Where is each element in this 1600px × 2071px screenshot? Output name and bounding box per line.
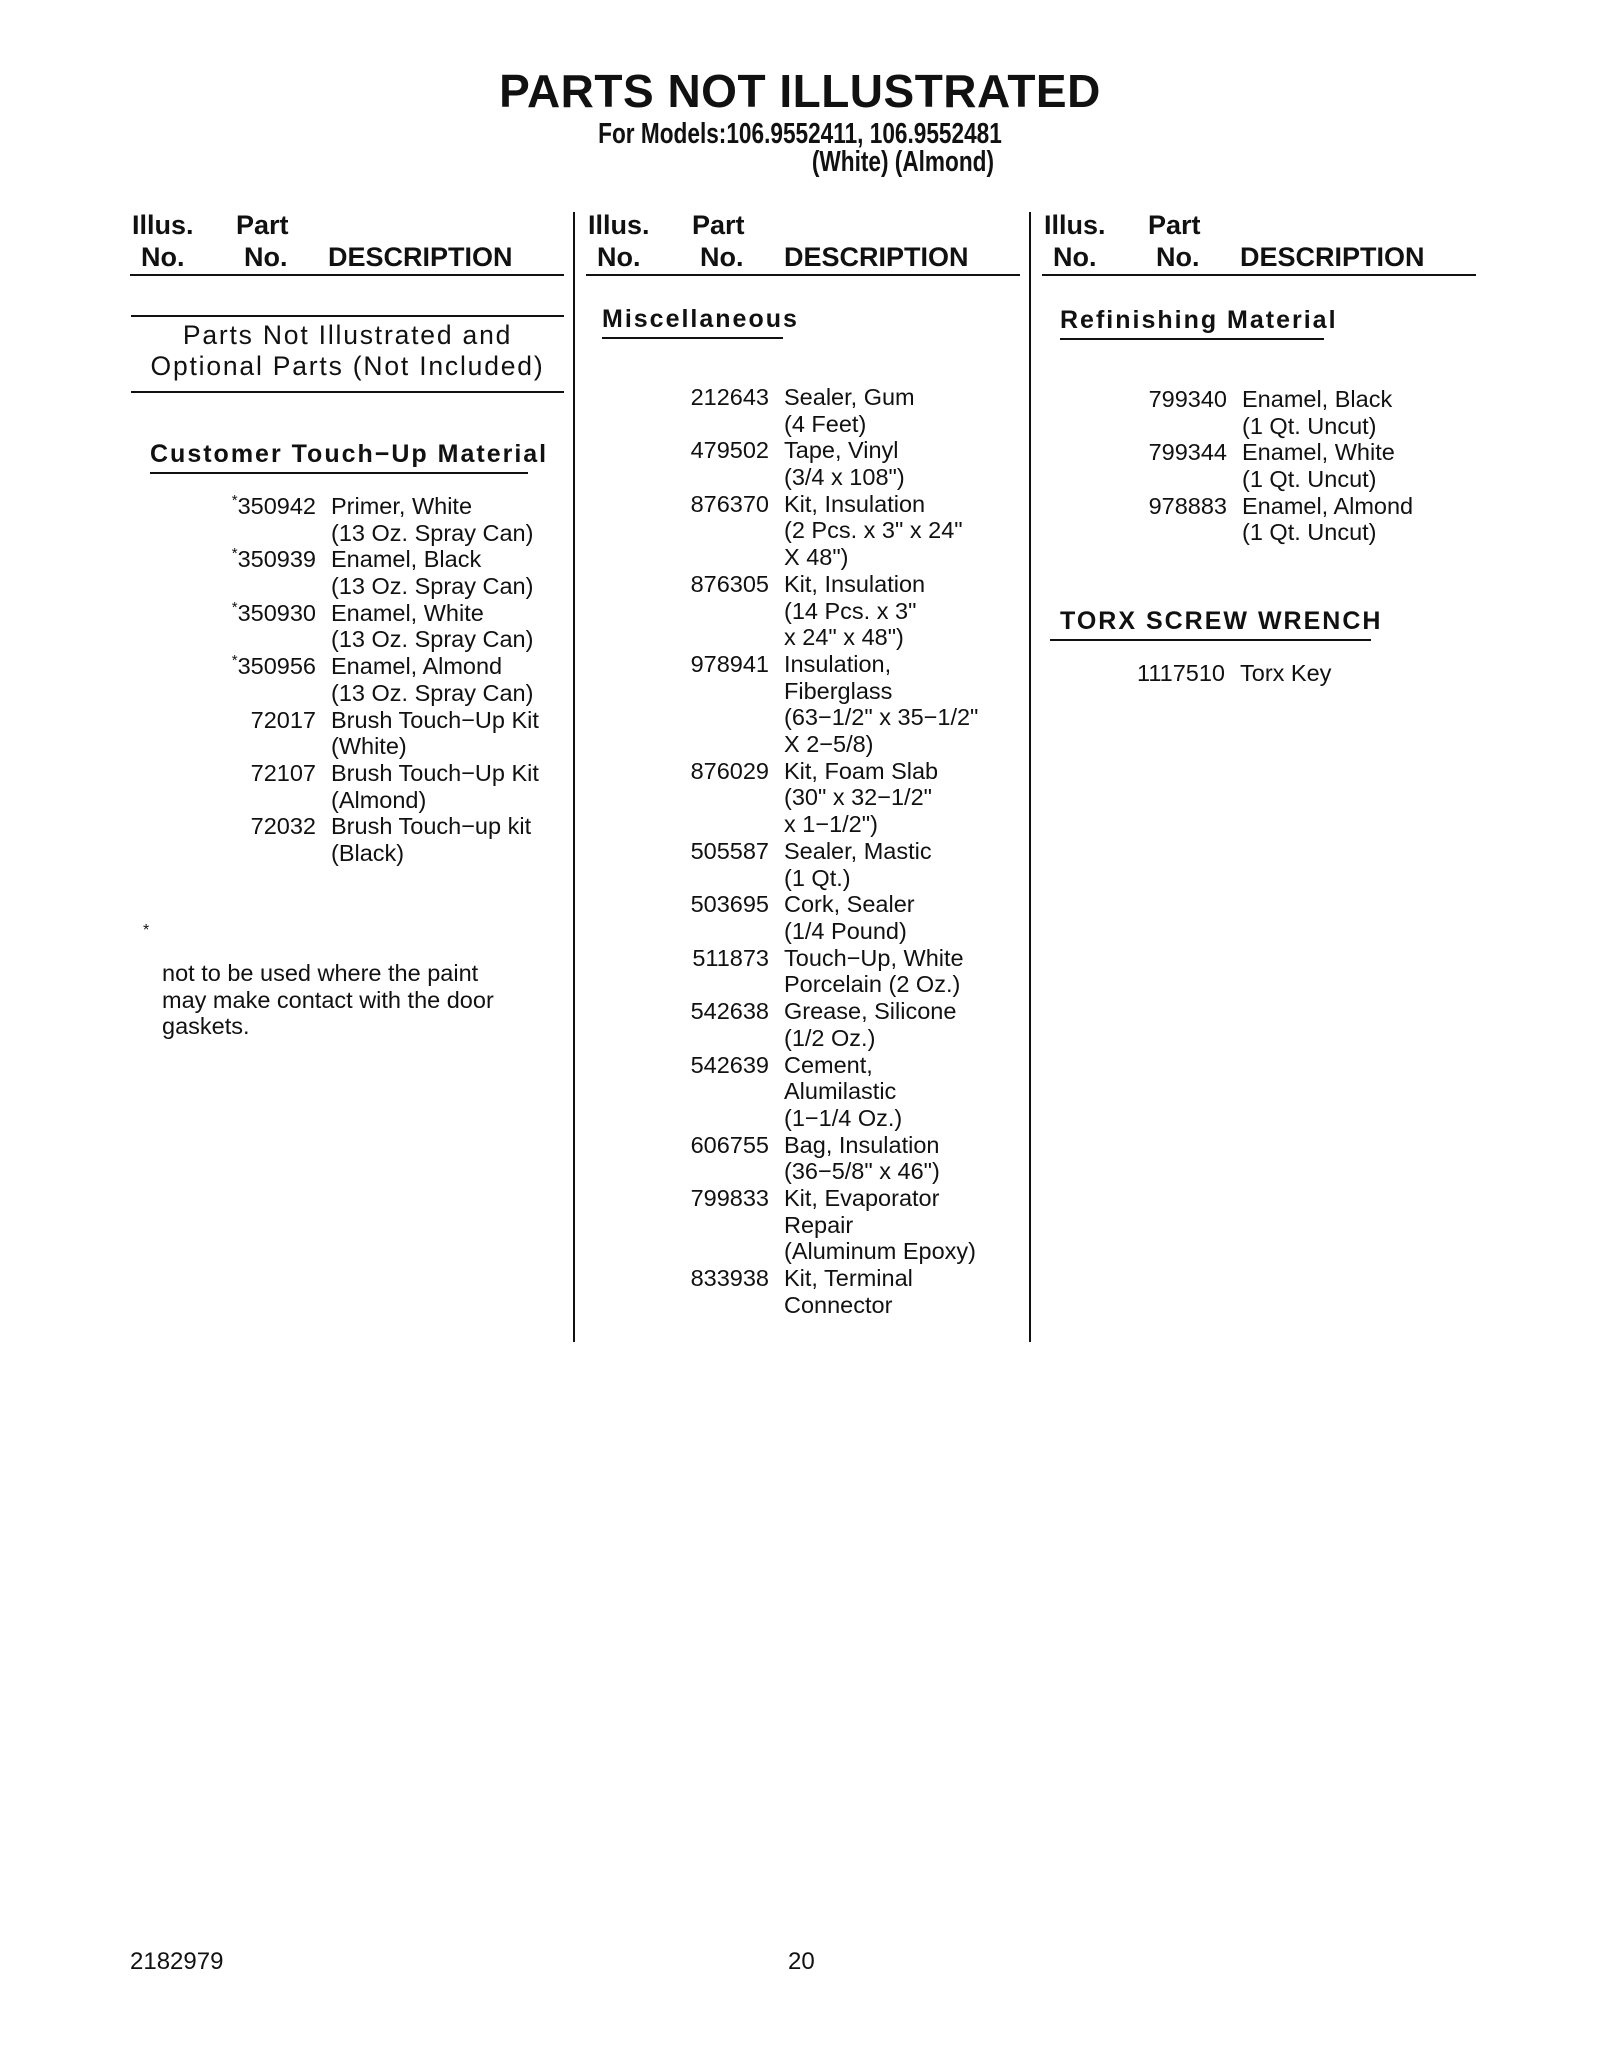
part-description-line: Enamel, White <box>1242 439 1395 466</box>
part-description-line: Brush Touch−up kit <box>331 813 532 840</box>
part-description-line: (36−5/8" x 46") <box>784 1158 940 1185</box>
part-description-line: Kit, Foam Slab <box>784 757 939 784</box>
section-title-touchup: Customer Touch−Up Material <box>150 440 549 468</box>
part-number <box>569 838 769 865</box>
part-description-line: Sealer, Mastic <box>784 837 932 864</box>
part-number <box>569 998 769 1025</box>
section-title-refinishing: Refinishing Material <box>1060 306 1338 334</box>
part-description-line: (1 Qt. Uncut) <box>1242 466 1377 493</box>
part-description-line: Alumilastic <box>784 1078 897 1105</box>
part-number-text: 542638 <box>690 998 769 1025</box>
col1-header-description: DESCRIPTION <box>328 242 513 272</box>
part-description-line: x 24" x 48") <box>784 624 904 651</box>
part-number <box>569 491 769 518</box>
section-title-torx: TORX SCREW WRENCH <box>1060 607 1383 635</box>
part-number <box>1027 493 1227 520</box>
part-description-line: (13 Oz. Spray Can) <box>331 626 534 653</box>
part-number-text: 212643 <box>690 384 769 410</box>
part-number-text: 799833 <box>690 1185 769 1211</box>
part-description-line: Porcelain (2 Oz.) <box>784 971 961 998</box>
part-number-text: 876305 <box>690 570 769 597</box>
part-number <box>569 1185 769 1212</box>
part-number <box>569 1132 769 1159</box>
part-description-line: X 48") <box>784 544 849 571</box>
part-number <box>116 760 316 787</box>
part-number <box>116 653 316 684</box>
part-description-line: (13 Oz. Spray Can) <box>331 679 534 706</box>
asterisk-marker: * <box>231 492 238 509</box>
part-number-text: 542639 <box>690 1051 769 1078</box>
boxed-note-line2: Optional Parts (Not Included) <box>150 351 545 381</box>
page-title: PARTS NOT ILLUSTRATED <box>499 65 1101 117</box>
part-number <box>569 1265 769 1292</box>
part-description-line: (13 Oz. Spray Can) <box>331 519 534 546</box>
col3-header-no2: No. <box>1156 242 1200 272</box>
part-number-text: 978883 <box>1148 492 1227 519</box>
part-description-line: (4 Feet) <box>784 410 867 437</box>
col2-header-no2: No. <box>700 242 744 272</box>
part-number <box>116 493 316 524</box>
part-number <box>569 384 769 411</box>
part-description-line: Primer, White <box>331 493 473 519</box>
part-number <box>569 651 769 678</box>
col1-header-illus: Illus. <box>132 210 194 240</box>
section-title-misc: Miscellaneous <box>602 305 799 333</box>
part-description-line: Torx Key <box>1240 660 1332 686</box>
boxed-note-top-rule <box>131 315 564 317</box>
part-number <box>116 546 316 577</box>
part-description-line: Kit, Insulation <box>784 490 926 517</box>
col2-header-no: No. <box>597 242 641 272</box>
part-number-text: 350942 <box>237 493 316 519</box>
part-description-line: (1 Qt. Uncut) <box>1242 519 1377 546</box>
note-line: gaskets. <box>162 1013 250 1040</box>
note-asterisk: * <box>143 922 150 939</box>
part-description-line: Touch−Up, White <box>784 944 964 971</box>
part-description-line: (30" x 32−1/2" <box>784 784 932 811</box>
part-number <box>116 813 316 840</box>
part-number-text: 72032 <box>250 813 316 840</box>
part-description-line: Grease, Silicone <box>784 998 957 1025</box>
part-description-line: (2 Pcs. x 3" x 24" <box>784 517 963 544</box>
note-line: may make contact with the door <box>162 986 494 1013</box>
part-number-text: 799340 <box>1148 386 1227 412</box>
part-number-text: 876029 <box>690 757 769 784</box>
part-number <box>116 600 316 631</box>
part-description-line: (White) <box>331 733 407 760</box>
part-number-text: 1117510 <box>1137 660 1225 686</box>
part-description-line: Sealer, Gum <box>784 384 915 410</box>
col2-header-part: Part <box>692 210 745 240</box>
page-number: 20 <box>788 1948 815 1975</box>
part-number <box>569 891 769 918</box>
part-description-line: Tape, Vinyl <box>784 437 899 464</box>
part-description-line: Enamel, Black <box>1242 386 1393 412</box>
part-description-line: Cement, <box>784 1051 873 1078</box>
paint-note <box>162 960 494 1040</box>
col3-header-illus: Illus. <box>1044 210 1106 240</box>
section-rule-misc <box>602 337 783 339</box>
part-description-line: Insulation, <box>784 651 892 677</box>
part-description-line: Bag, Insulation <box>784 1131 940 1158</box>
part-description-line: Enamel, Almond <box>331 653 503 680</box>
asterisk-marker: * <box>231 652 238 670</box>
part-description-line: Enamel, Black <box>331 546 482 573</box>
part-number-text: 833938 <box>690 1265 769 1292</box>
part-description-line: (1 Qt. Uncut) <box>1242 412 1377 439</box>
part-number-text: 350930 <box>237 599 316 626</box>
part-description-line: (1/2 Oz.) <box>784 1024 876 1051</box>
part-description-line: Connector <box>784 1291 893 1318</box>
part-number <box>569 571 769 598</box>
part-description-line: Fiberglass <box>784 677 893 704</box>
boxed-note-line1: Parts Not Illustrated and <box>182 320 513 350</box>
col3-header-description: DESCRIPTION <box>1240 242 1425 272</box>
part-description-line: Brush Touch−Up Kit <box>331 760 539 786</box>
part-number-text: 799344 <box>1148 439 1227 466</box>
part-description-line: (Black) <box>331 840 405 867</box>
part-number <box>116 707 316 734</box>
models-line: For Models:106.9552411, 106.9552481 <box>598 118 1002 150</box>
part-number-text: 978941 <box>690 651 769 677</box>
part-number-text: 479502 <box>690 437 769 464</box>
document-number: 2182979 <box>130 1948 224 1975</box>
col3-header-part: Part <box>1148 210 1201 240</box>
part-number-text: 350956 <box>237 653 316 680</box>
part-number-text: 876370 <box>690 490 769 517</box>
part-description-line: (1 Qt.) <box>784 864 851 891</box>
part-description-line: (63−1/2" x 35−1/2" <box>784 704 979 731</box>
part-description-line: (14 Pcs. x 3" <box>784 597 917 624</box>
part-description-line: Kit, Insulation <box>784 570 926 597</box>
part-description-line: (3/4 x 108") <box>784 464 905 491</box>
section-rule-torx <box>1050 639 1371 641</box>
part-description-line: (1/4 Pound) <box>784 917 907 944</box>
col1-header-rule <box>130 274 564 276</box>
col1-header-part: Part <box>236 210 289 240</box>
colors-line <box>176 146 1424 179</box>
part-number-text: 72017 <box>250 706 316 733</box>
part-description-line: Kit, Evaporator <box>784 1185 940 1211</box>
col3-header-rule <box>1042 274 1476 276</box>
part-number <box>1027 386 1227 413</box>
part-number-text: 511873 <box>692 944 769 971</box>
part-description-line: Enamel, Almond <box>1242 492 1414 519</box>
part-number <box>569 758 769 785</box>
col2-header-rule <box>586 274 1020 276</box>
part-number <box>1025 660 1225 687</box>
note-line: not to be used where the paint <box>162 960 479 986</box>
part-number-text: 503695 <box>690 891 769 918</box>
asterisk-marker: * <box>231 598 238 616</box>
part-description-line: (Almond) <box>331 786 427 813</box>
col1-header-no2: No. <box>244 242 288 272</box>
part-description-line: (1−1/4 Oz.) <box>784 1104 903 1131</box>
asterisk-marker: * <box>231 545 238 563</box>
section-rule-refinishing <box>1060 338 1324 340</box>
col2-header-description: DESCRIPTION <box>784 242 969 272</box>
part-description-line: Kit, Terminal <box>784 1265 913 1292</box>
col1-header-no: No. <box>141 242 185 272</box>
part-description-line: Enamel, White <box>331 599 484 626</box>
part-description-line: x 1−1/2") <box>784 811 878 838</box>
section-rule-touchup <box>150 472 528 474</box>
part-number <box>1027 439 1227 466</box>
part-description-line: Cork, Sealer <box>784 891 915 918</box>
part-description-line: Brush Touch−Up Kit <box>331 706 539 733</box>
col3-header-no: No. <box>1053 242 1097 272</box>
boxed-note-bottom-rule <box>131 391 564 393</box>
part-number-text: 350939 <box>237 546 316 573</box>
colors-text: (White) (Almond) <box>811 146 995 178</box>
part-description-line: (13 Oz. Spray Can) <box>331 573 534 600</box>
part-description-line: Repair <box>784 1211 854 1238</box>
part-number-text: 505587 <box>690 837 769 864</box>
column-divider-2 <box>1029 212 1031 1342</box>
part-number-text: 72107 <box>250 760 316 786</box>
part-number <box>569 437 769 464</box>
col2-header-illus: Illus. <box>588 210 650 240</box>
part-description-line: X 2−5/8) <box>784 731 874 758</box>
part-number <box>569 945 769 972</box>
part-number-text: 606755 <box>690 1131 769 1158</box>
part-description-line: (Aluminum Epoxy) <box>784 1238 976 1265</box>
part-number <box>569 1052 769 1079</box>
